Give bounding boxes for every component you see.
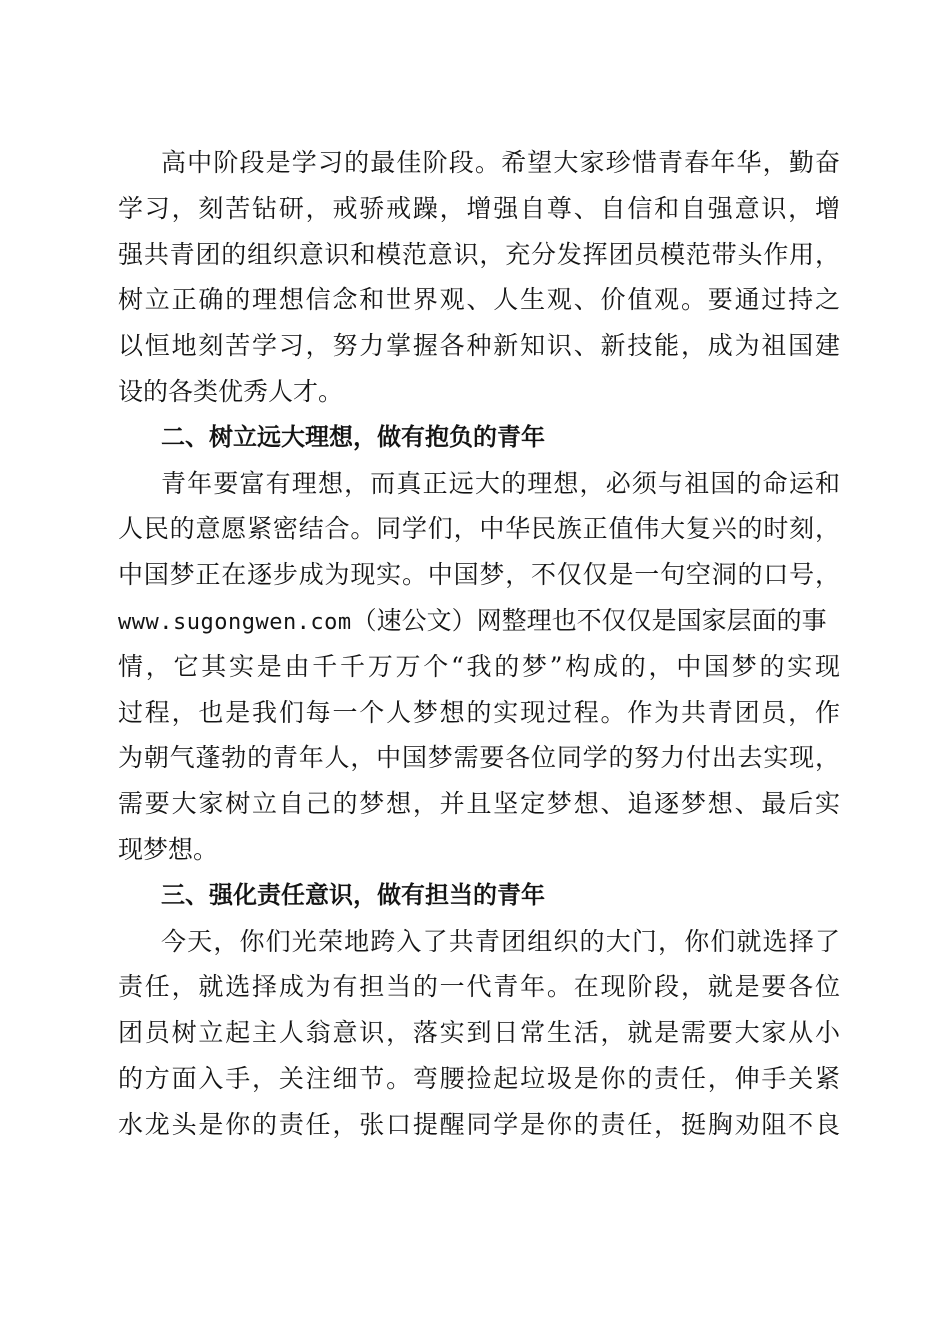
paragraph-line: 现梦想。 [118,834,219,864]
paragraph-study [118,140,840,415]
url-suffix-text: （速公文）网整理也不仅仅是国家层面的事 [351,605,827,635]
paragraph-line: 水龙头是你的责任，张口提醒同学是你的责任，挺胸劝阻不良 [118,1109,840,1139]
paragraph-line: 的方面入手，关注细节。弯腰捡起垃圾是你的责任，伸手关紧 [118,1063,840,1093]
document-page [118,140,840,1148]
paragraph-line: 为朝气蓬勃的青年人，中国梦需要各位同学的努力付出去实现， [118,743,840,773]
paragraph-line: 人民的意愿紧密结合。同学们，中华民族正值伟大复兴的时刻， [118,514,840,544]
paragraph-line: 学习，刻苦钻研，戒骄戒躁，增强自尊、自信和自强意识，增 [118,193,840,223]
section-heading-responsibility: 三、强化责任意识，做有担当的青年 [161,880,545,909]
section-heading-ideals: 二、树立远大理想，做有抱负的青年 [161,422,545,451]
paragraph-line: 团员树立起主人翁意识，落实到日常生活，就是需要大家从小 [118,1018,840,1048]
paragraph-responsibility [118,919,840,1148]
paragraph-line: 责任，就选择成为有担当的一代青年。在现阶段，就是要各位 [118,972,840,1002]
paragraph-line: 过程，也是我们每一个人梦想的实现过程。作为共青团员，作 [118,697,840,727]
paragraph-line: 强共青团的组织意识和模范意识，充分发挥团员模范带头作用， [118,239,840,269]
paragraph-line: 中国梦正在逐步成为现实。中国梦，不仅仅是一句空洞的口号， [118,560,840,590]
paragraph-line: 以恒地刻苦学习，努力掌握各种新知识、新技能，成为祖国建 [118,331,840,361]
paragraph-line: 情，它其实是由千千万万个“我的梦”构成的，中国梦的实现 [118,651,840,681]
paragraph-line: 高中阶段是学习的最佳阶段。希望大家珍惜青春年华，勤奋 [161,148,840,177]
paragraph-line: 树立正确的理想信念和世界观、人生观、价值观。要通过持之 [118,285,840,315]
paragraph-line: 青年要富有理想，而真正远大的理想，必须与祖国的命运和 [161,468,840,498]
paragraph-line: 设的各类优秀人才。 [118,376,344,406]
paragraph-ideals [118,461,840,873]
website-url: www.sugongwen.com [118,609,352,635]
paragraph-line: 今天，你们光荣地跨入了共青团组织的大门，你们就选择了 [161,926,840,956]
paragraph-line: 需要大家树立自己的梦想，并且坚定梦想、追逐梦想、最后实 [118,789,840,819]
paragraph-line-with-url [118,598,840,644]
